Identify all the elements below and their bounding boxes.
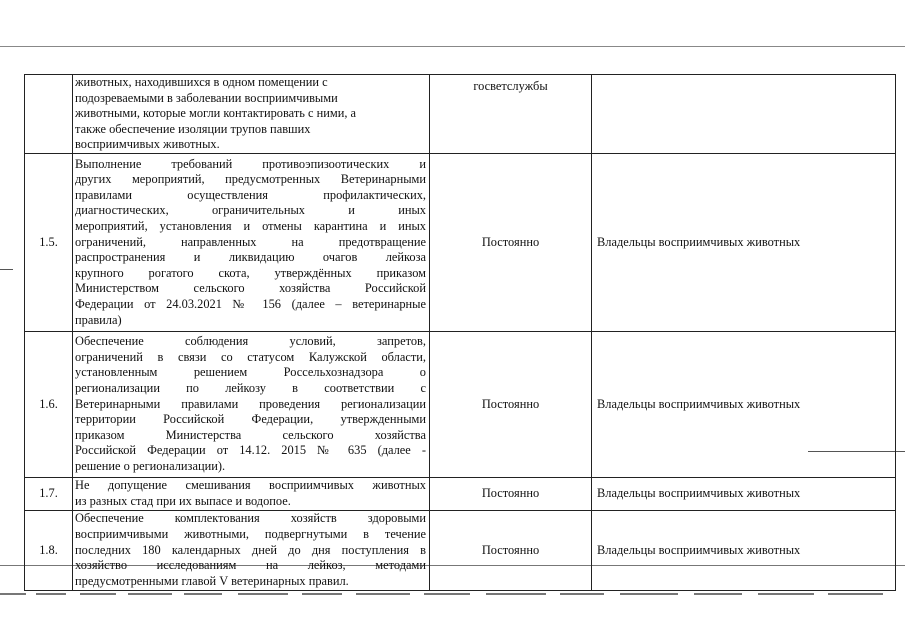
description-line: ограничений в связи со статусом Калужской области,	[75, 349, 426, 364]
row-responsible	[592, 75, 896, 154]
scan-dash	[80, 593, 116, 595]
row-description	[73, 331, 430, 477]
description-line: Обеспечение комплектования хозяйств здоровыми	[75, 511, 426, 526]
description-line: решение о регионализации).	[75, 459, 226, 474]
description-line: ограничений, направленных на предотвращение	[75, 234, 426, 249]
description-line: крупного рогатого скота, утверждённых приказом	[75, 265, 426, 280]
scan-dash	[560, 593, 604, 595]
description-line: Обеспечение соблюдения условий, запретов,	[75, 334, 426, 349]
row-responsible: Владельцы восприимчивых животных	[592, 510, 896, 590]
row-responsible: Владельцы восприимчивых животных	[592, 153, 896, 331]
row-number: 1.6.	[25, 331, 73, 477]
description-line: регионализации по лейкозу в соответствии с	[75, 381, 426, 396]
measures-table	[24, 74, 896, 591]
scan-dash	[302, 593, 342, 595]
scan-dash	[828, 593, 883, 595]
description-line: распространения и ликвидацию очагов лейкоза	[75, 250, 426, 265]
row-number: 1.7.	[25, 477, 73, 510]
scan-dash	[0, 593, 26, 595]
description-line: других мероприятий, предусмотренных Ветеринарными	[75, 172, 426, 187]
row-number	[25, 75, 73, 154]
table-row	[25, 510, 896, 590]
description-line: мероприятий, установления и отмены карантина и иных	[75, 219, 426, 234]
scan-dash	[356, 593, 410, 595]
description-line: восприимчивых животных.	[75, 137, 220, 152]
description-line: также обеспечение изоляции трупов павших	[75, 121, 311, 136]
description-line: последних 180 календарных дней до дня поступления в	[75, 542, 426, 557]
description-line: территории Российской Федерации, утвержденными	[75, 412, 426, 427]
description-line: Федерации от 24.03.2021 № 156 (далее – ветеринарные	[75, 297, 426, 312]
description-line: Российской Федерации от 14.12. 2015 № 635 (далее -	[75, 443, 426, 458]
row-description	[73, 153, 430, 331]
description-line: восприимчивыми животными, подвергнутыми в течение	[75, 527, 426, 542]
scan-dash	[184, 593, 222, 595]
scan-dash	[620, 593, 678, 595]
scan-dash	[424, 593, 470, 595]
scan-dash	[758, 593, 814, 595]
row-term: Постоянно	[430, 510, 592, 590]
description-line: приказом Министерства сельского хозяйства	[75, 427, 426, 442]
description-line: подозреваемыми в заболевании восприимчивыми	[75, 90, 338, 105]
description-line: Министерством сельского хозяйства Российской	[75, 281, 426, 296]
row-term: Постоянно	[430, 477, 592, 510]
description-line: Ветеринарными правилами проведения регионализации	[75, 396, 426, 411]
table-row	[25, 477, 896, 510]
row-term: Постоянно	[430, 153, 592, 331]
description-line: установленным решением Россельхознадзора о	[75, 365, 426, 380]
description-line: животными, которые могли контактировать с ними, а	[75, 106, 357, 121]
row-number: 1.8.	[25, 510, 73, 590]
row-term: Постоянно	[430, 331, 592, 477]
scan-dash	[128, 593, 172, 595]
table-row	[25, 153, 896, 331]
table-row	[25, 75, 896, 154]
description-line: правила)	[75, 312, 122, 327]
row-responsible: Владельцы восприимчивых животных	[592, 477, 896, 510]
scan-dash	[694, 593, 742, 595]
scan-mark-left	[0, 269, 13, 270]
row-description	[73, 477, 430, 510]
row-number: 1.5.	[25, 153, 73, 331]
description-line: Не допущение смешивания восприимчивых животных	[75, 478, 426, 493]
scan-dash	[238, 593, 288, 595]
description-line: предусмотренными главой V ветеринарных правил.	[75, 573, 349, 588]
description-line: из разных стад при их выпасе и водопое.	[75, 493, 291, 508]
description-line: правилами осуществления профилактических,	[75, 187, 426, 202]
description-line: диагностических, ограничительных и иных	[75, 203, 426, 218]
scan-dash	[486, 593, 546, 595]
row-description	[73, 75, 430, 154]
row-term: госветслужбы	[430, 75, 592, 154]
row-description	[73, 510, 430, 590]
description-line: Выполнение требований противоэпизоотических и	[75, 156, 426, 171]
scan-line-top	[0, 46, 905, 47]
row-responsible: Владельцы восприимчивых животных	[592, 331, 896, 477]
table-row	[25, 331, 896, 477]
description-line: хозяйство исследованиям на лейкоз, методами	[75, 558, 426, 573]
description-line: животных, находившихся в одном помещении с	[75, 75, 328, 89]
scan-dash	[36, 593, 66, 595]
